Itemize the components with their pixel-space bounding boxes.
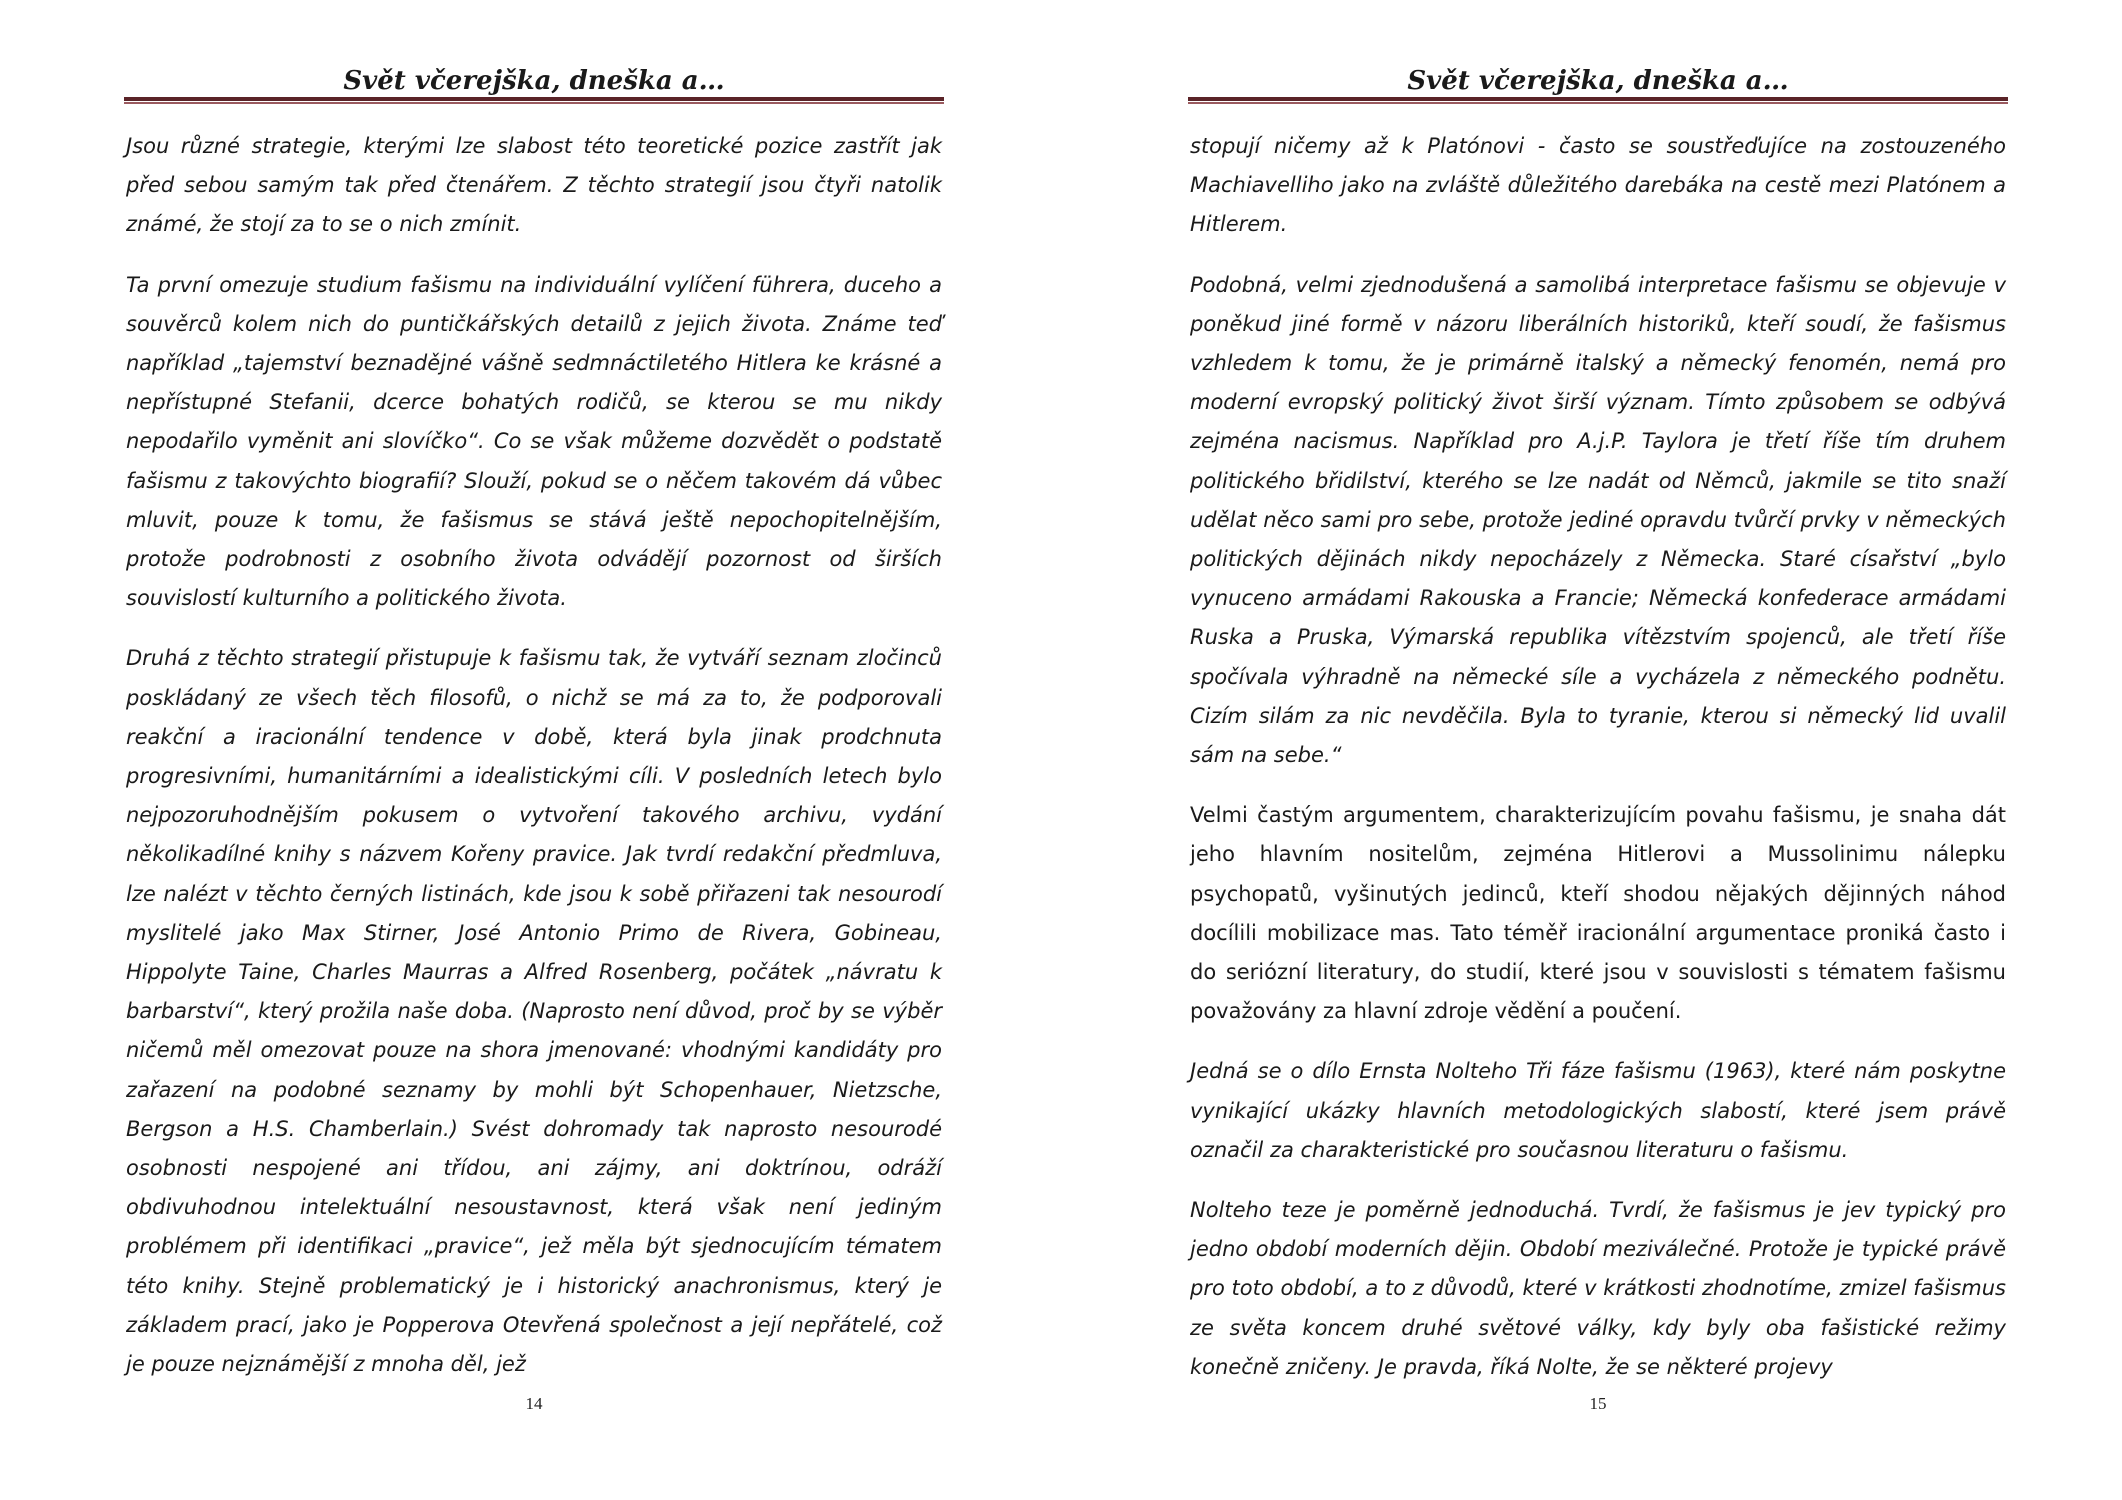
right-page [1188, 0, 2008, 1500]
paragraph: Druhá z těchto strategií přistupuje k fašismu tak, že vytváří seznam zločinců poskládaný ze všech těch filosofů, o nichž se má za to, že podporovali reakční a iracionální tendence v době, která byla jinak prodchnuta progresivními, humanitárními a idealistickými cíli. V posledních letech bylo nejpozoruhodnějším pokusem o vytvoření takového archivu, vydání několikadílné knihy s názvem Kořeny pravice. Jak tvrdí redakční předmluva, lze nalézt v těchto černých listinách, kde jsou k sobě přiřazeni tak nesourodí myslitelé jako Max Stirner, José Antonio Primo de Rivera, Gobineau, Hippolyte Taine, Charles Maurras a Alfred Rosenberg, počátek „návratu k barbarství“, který prožila naše doba. (Naprosto není důvod, proč by se výběr ničemů měl omezovat pouze na shora jmenované: vhodnými kandidáty pro zařazení na podobné seznamy by mohli být Schopenhauer, Nietzsche, Bergson a H.S. Chamberlain.) Svést dohromady tak naprosto nesourodé osobnosti nespojené ani třídou, ani zájmy, ani doktrínou, odráží obdivuhodnou intelektuální nesoustavnost, která však není jediným problémem při identifikaci „pravice“, jež měla být sjednocujícím tématem této knihy. Stejně problematický je i historický anachronismus, který je základem prací, jako je Popperova Otevřená společnost a její nepřátelé, což je pouze nejznámější z mnoha děl, jež [126, 646, 942, 1377]
header-rule [124, 97, 944, 105]
header-rule-thin [124, 102, 944, 104]
page-number: 14 [525, 1394, 543, 1413]
header-rule-thick [124, 97, 944, 101]
header-rule [1188, 97, 2008, 105]
left-page [124, 0, 944, 1500]
paragraph: Podobná, velmi zjednodušená a samolibá interpretace fašismu se objevuje v poněkud jiné formě v názoru liberálních historiků, kteří soudí, že fašismus vzhledem k tomu, že je primárně italský a německý fenomén, nemá pro moderní evropský politický život širší význam. Tímto způsobem se odbývá zejména nacismus. Například pro A.j.P. Taylora je třetí říše tím druhem politického břidilství, kterého se lze nadát od Němců, jakmile se tito snaží udělat něco sami pro sebe, protože jediné opravdu tvůrčí prvky v německých politických dějinách nikdy nepocházely z Německa. Staré císařství „bylo vynuceno armádami Rakouska a Francie; Německá konfederace armádami Ruska a Pruska, Výmarská republika vítězstvím spojenců, ale třetí říše spočívala výhradně na německé síle a vycházela z německého podnětu. Cizím silám za nic nevděčila. Byla to tyranie, kterou si německý lid uvalil sám na sebe.“ [1190, 272, 2006, 768]
paragraph: Ta první omezuje studium fašismu na individuální vylíčení führera, duceho a souvěrců kolem nich do puntičkářských detailů z jejich života. Známe teď například „tajemství beznadějné vášně sedmnáctiletého Hitlera ke krásné a nepřístupné Stefanii, dcerce bohatých rodičů, se kterou se mu nikdy nepodařilo vyměnit ani slovíčko“. Co se však můžeme dozvědět o podstatě fašismu z takovýchto biografií? Slouží, pokud se o něčem takovém dá vůbec mluvit, pouze k tomu, že fašismus se stává ještě nepochopitelnějším, protože podrobnosti z osobního života odvádějí pozornost od širších souvislostí kulturního a politického života. [126, 272, 942, 611]
paragraph: stopují ničemy až k Platónovi - často se soustřeďujíce na zostouzeného Machiavelliho jako na zvláště důležitého darebáka na cestě mezi Platónem a Hitlerem. [1190, 134, 2006, 237]
running-head: Svět včerejška, dneška a… [343, 66, 725, 96]
page-number: 15 [1589, 1394, 1607, 1413]
paragraph: Jedná se o dílo Ernsta Nolteho Tři fáze fašismu (1963), které nám poskytne vynikající ukázky hlavních metodologických slabostí, které jsem právě označil za charakteristické pro současnou literaturu o fašismu. [1190, 1059, 2006, 1162]
paragraph: Velmi častým argumentem, charakterizujícím povahu fašismu, je snaha dát jeho hlavním nositelům, zejména Hitlerovi a Mussolinimu nálepku psychopatů, vyšinutých jedinců, kteří shodou nějakých dějinných náhod docílili mobilizace mas. Tato téměř iracionální argumentace proniká často i do seriózní literatury, do studií, které jsou v souvislosti s tématem fašismu považovány za hlavní zdroje vědění a poučení. [1190, 803, 2006, 1024]
paragraph: Jsou různé strategie, kterými lze slabost této teoretické pozice zastřít jak před sebou samým tak před čtenářem. Z těchto strategií jsou čtyři natolik známé, že stojí za to se o nich zmínit. [126, 134, 942, 237]
paragraph: Nolteho teze je poměrně jednoduchá. Tvrdí, že fašismus je jev typický pro jedno období moderních dějin. Období meziválečné. Protože je typické právě pro toto období, a to z důvodů, které v krátkosti zhodnotíme, zmizel fašismus ze světa koncem druhé světové války, kdy byly oba fašistické režimy konečně zničeny. Je pravda, říká Nolte, že se některé projevy [1190, 1198, 2006, 1379]
header-rule-thick [1188, 97, 2008, 101]
header-rule-thin [1188, 102, 2008, 104]
page-body [1190, 127, 2006, 1408]
page-body [126, 127, 942, 1405]
running-head: Svět včerejška, dneška a… [1407, 66, 1789, 96]
